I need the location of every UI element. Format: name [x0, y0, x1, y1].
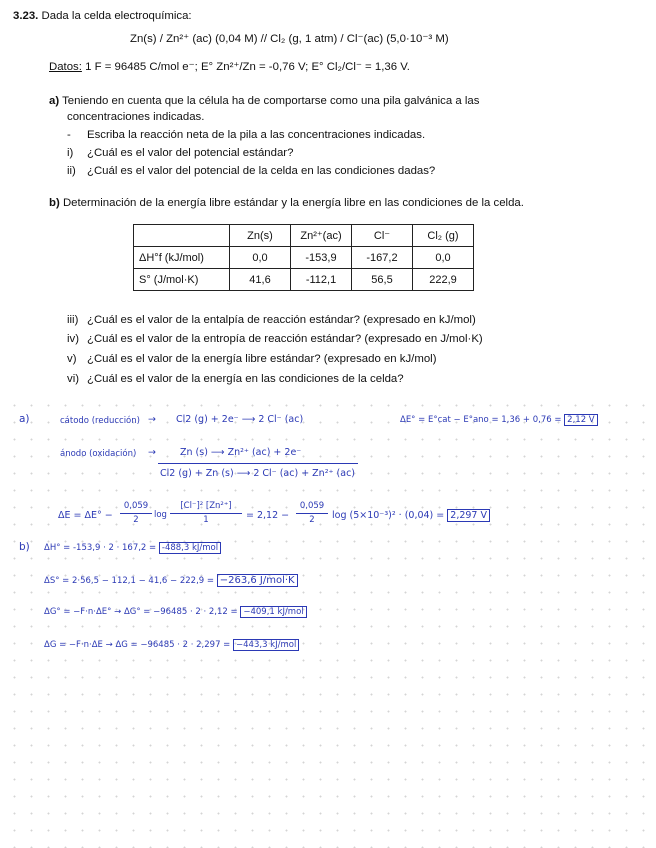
hw-dG0: [44, 607, 307, 617]
item-text: ¿Cuál es el valor de la entropía de reacción estándar? (expresado en J/mol·K): [87, 333, 483, 345]
printed-problem: [0, 0, 656, 395]
hw-dG-expr: ΔG = −F·n·ΔE → ΔG = −96485 · 2 · 2,297 =: [44, 640, 231, 650]
part-b-label: b): [49, 197, 60, 209]
item-text: ¿Cuál es el valor del potencial estándar?: [87, 147, 294, 159]
hw-catodo-arrow: →: [148, 414, 156, 425]
hw-nernst-lhs: ΔE = ΔE° −: [58, 510, 113, 521]
hw-dG-result: −443,3 kJ/mol: [233, 639, 299, 651]
hw-nernst-sub1: = 2,12 −: [246, 510, 290, 521]
item-marker: v): [67, 353, 77, 365]
hw-nernst-q-den: 1: [203, 515, 209, 525]
table-cell: 56,5: [352, 269, 413, 291]
table-header-cell: Zn(s): [230, 225, 291, 247]
hw-dG0-expr: ΔG° = −F·n·ΔE° → ΔG° = −96485 · 2 · 2,12 =: [44, 607, 238, 617]
table-header-cell: [134, 225, 230, 247]
table-cell: 0,0: [413, 247, 474, 269]
item-text: Escriba la reacción neta de la pila a las concentraciones indicadas.: [87, 129, 426, 141]
row-label: S° (J/mol·K): [134, 269, 230, 291]
item-marker: -: [67, 129, 71, 141]
hw-nernst-result: 2,297 V: [447, 509, 490, 522]
hw-nernst-coef-num: 0,059: [123, 501, 149, 511]
hw-e-cell: [400, 415, 598, 425]
hw-catodo-reaction: Cl2 (g) + 2e⁻ ⟶ 2 Cl⁻ (ac): [176, 414, 304, 425]
hw-dG: [44, 640, 299, 650]
hw-dH-expr: ΔH° = -153,9 · 2 · 167,2 =: [44, 543, 157, 553]
hw-frac-line: [120, 513, 152, 514]
hw-anodo-label: ánodo (oxidación): [60, 449, 137, 459]
table-row: [134, 269, 474, 291]
hw-anodo-arrow: →: [148, 447, 156, 458]
hw-frac-line: [296, 513, 328, 514]
hw-nernst-q-num: [Cl⁻]² [Zn²⁺]: [180, 501, 232, 511]
table-header-cell: Cl⁻: [352, 225, 413, 247]
hw-dS: [44, 575, 298, 586]
hw-anodo-reaction: Zn (s) ⟶ Zn²⁺ (ac) + 2e⁻: [180, 447, 302, 458]
hw-nernst-log: log: [154, 510, 167, 520]
part-b-item-1: [67, 332, 483, 346]
problem-number: 3.23.: [13, 10, 39, 22]
part-b-text: Determinación de la energía libre estándar y la energía libre en las condiciones de la celda.: [62, 197, 524, 209]
table-header-row: [134, 225, 474, 247]
problem-heading: [13, 9, 192, 23]
datos-label: Datos:: [49, 61, 82, 73]
item-marker: i): [67, 147, 74, 159]
hw-dS-expr: ΔS° = 2·56,5 − 112,1 − 41,6 − 222,9 =: [44, 576, 215, 586]
table-header-cell: Cl₂ (g): [413, 225, 474, 247]
item-marker: vi): [67, 373, 80, 385]
hw-nernst-coef-num-2: 0,059: [299, 501, 325, 511]
hw-dS-result: −263,6 J/mol·K: [217, 574, 298, 587]
part-a-line2: concentraciones indicadas.: [67, 111, 205, 123]
hw-e-cell-result: 2,12 V: [564, 414, 597, 426]
table-cell: -167,2: [352, 247, 413, 269]
item-marker: iv): [67, 333, 80, 345]
hw-nernst-sub2-expr: log (5×10⁻³)² · (0,04) =: [332, 510, 445, 521]
item-marker: ii): [67, 165, 76, 177]
hw-dG0-result: −409,1 kJ/mol: [240, 606, 306, 618]
table-cell: 222,9: [413, 269, 474, 291]
thermo-data-table: [133, 224, 474, 291]
item-text: ¿Cuál es el valor de la energía libre estándar? (expresado en kJ/mol): [87, 353, 437, 365]
table-cell: -153,9: [291, 247, 352, 269]
hw-nernst-sub2: [332, 510, 490, 521]
hw-sum-line: [158, 463, 358, 464]
table-header-cell: Zn²⁺(ac): [291, 225, 352, 247]
item-text: ¿Cuál es el valor de la entalpía de reacción estándar? (expresado en kJ/mol): [87, 314, 476, 326]
hw-a-label: a): [19, 413, 30, 425]
row-label: ΔH°f (kJ/mol): [134, 247, 230, 269]
hw-dH-result: -488,3 kJ/mol: [159, 542, 221, 554]
table-cell: 41,6: [230, 269, 291, 291]
table-row: [134, 247, 474, 269]
item-text: ¿Cuál es el valor de la energía en las condiciones de la celda?: [87, 373, 404, 385]
cell-notation: Zn(s) / Zn²⁺ (ac) (0,04 M) // Cl₂ (g, 1 atm) / Cl⁻(ac) (5,0·10⁻³ M): [130, 33, 449, 45]
part-a-item-1: [67, 146, 294, 160]
datos-line: [49, 60, 410, 74]
hw-dH: [44, 543, 221, 553]
part-a-line1: [49, 94, 479, 108]
table-cell: -112,1: [291, 269, 352, 291]
hw-catodo-label: cátodo (reducción): [60, 416, 140, 426]
hw-frac-line: [170, 513, 242, 514]
part-a-item-0: [67, 128, 426, 142]
datos-text: 1 F = 96485 C/mol e⁻; E° Zn²⁺/Zn = -0,76 V; E° Cl₂/Cl⁻ = 1,36 V.: [85, 61, 410, 73]
item-text: ¿Cuál es el valor del potencial de la celda en las condiciones dadas?: [87, 165, 436, 177]
hw-b-label: b): [19, 541, 30, 553]
part-a-text1: Teniendo en cuenta que la célula ha de comportarse como una pila galvánica a las: [62, 95, 480, 107]
part-a-item-2: [67, 164, 436, 178]
part-b-item-3: [67, 372, 404, 386]
hw-net-reaction: Cl2 (g) + Zn (s) ⟶ 2 Cl⁻ (ac) + Zn²⁺ (ac): [160, 468, 356, 479]
hw-nernst-coef-den: 2: [133, 515, 139, 525]
part-b-item-2: [67, 352, 437, 366]
item-marker: iii): [67, 314, 79, 326]
problem-title: Dada la celda electroquímica:: [41, 10, 192, 22]
part-b-item-0: [67, 313, 476, 327]
hw-e-cell-expr: ΔE° = E°cat − E°ano = 1,36 + 0,76 =: [400, 415, 562, 425]
part-a-label: a): [49, 95, 60, 107]
table-cell: 0,0: [230, 247, 291, 269]
part-b-line: [49, 196, 524, 210]
hw-nernst-coef-den-2: 2: [309, 515, 315, 525]
